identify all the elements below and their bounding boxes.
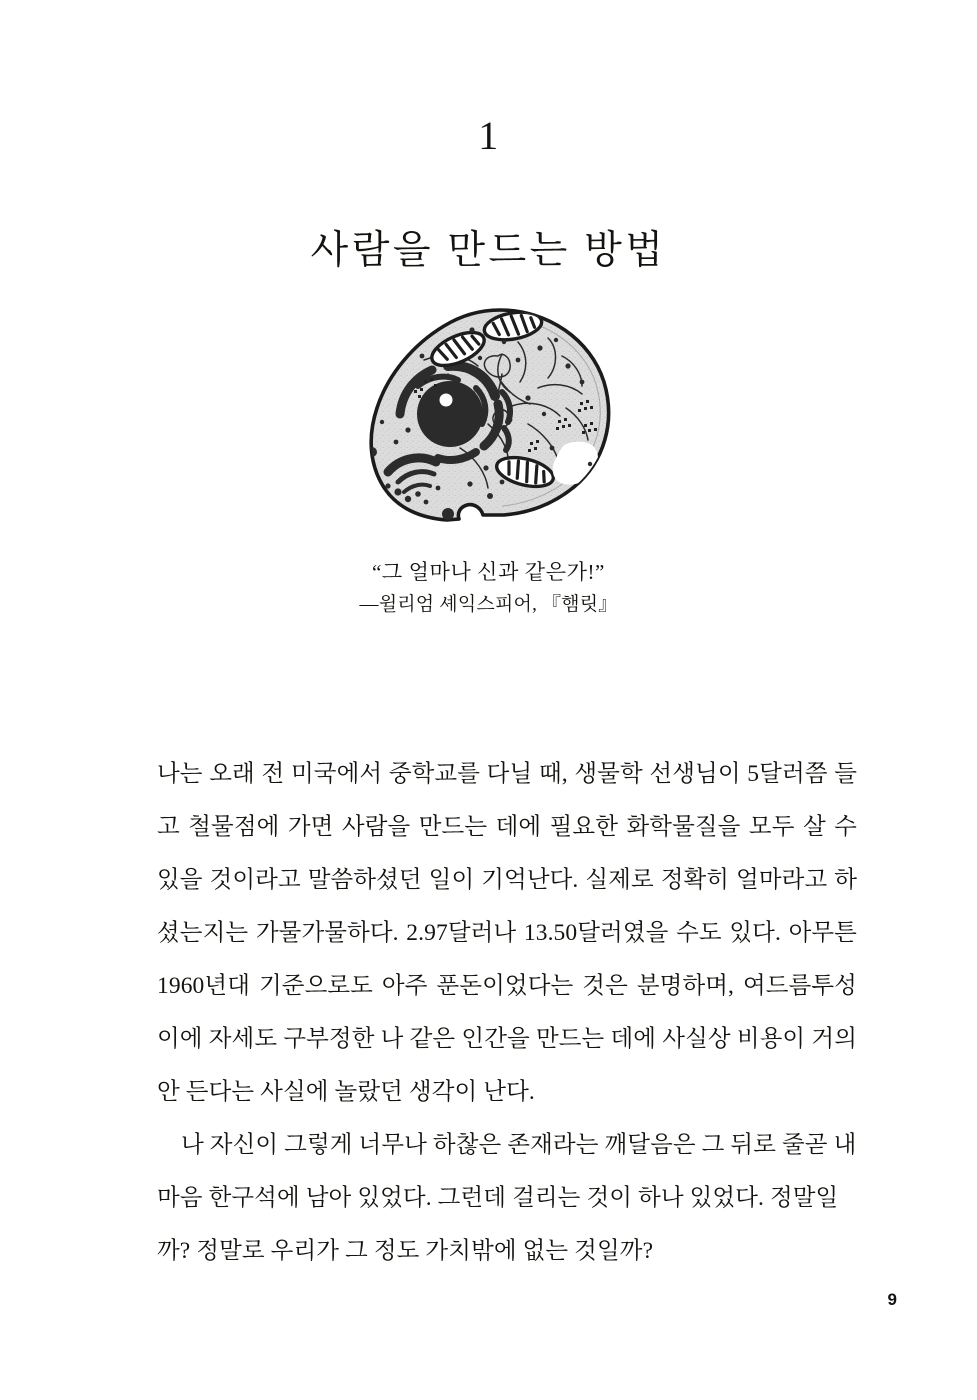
nucleolus [440, 394, 453, 407]
animal-cell-illustration [352, 296, 632, 540]
nucleus [417, 381, 483, 447]
epigraph-quote: “그 얼마나 신과 같은가!” [372, 560, 605, 584]
chapter-title: 사람을 만드는 방법 [310, 229, 667, 273]
body-paragraph-1: 나는 오래 전 미국에서 중학교를 다닐 때, 생물학 선생님이 5달러쯤 들고 철물점에 가면 사람을 만드는 데에 필요한 화학물질을 모두 살 수 있을 것이라고 말씀하셨던 일이 기억난다. 실제로 정확히 얼마라고 하셨는지는 가물가물하다. 2.97달러나 13.50달러였을 수도 있다. 아무튼 1960년대 기준으로도 아주 푼돈이었다는 것은 분명하며, 여드름투성이에 자세도 구부정한 나 같은 인간을 만드는 데에 사실상 비용이 거의 안 든다는 사실에 놀랐던 생각이 난다. [157, 761, 857, 1105]
chapter-number: 1 [478, 113, 499, 158]
page-number: 9 [887, 1290, 897, 1309]
body-text [157, 748, 857, 1278]
body-paragraph-2: 나 자신이 그렇게 너무나 하찮은 존재라는 깨달음은 그 뒤로 줄곧 내 마음 한구석에 남아 있었다. 그런데 걸리는 것이 하나 있었다. 정말일까? 정말로 우리가 그 정도 가치밖에 없는 것일까? [157, 1132, 857, 1264]
epigraph-source: —윌리엄 셰익스피어, 『햄릿』 [359, 594, 618, 615]
animal-cell-svg [352, 296, 632, 540]
epigraph [0, 556, 977, 620]
